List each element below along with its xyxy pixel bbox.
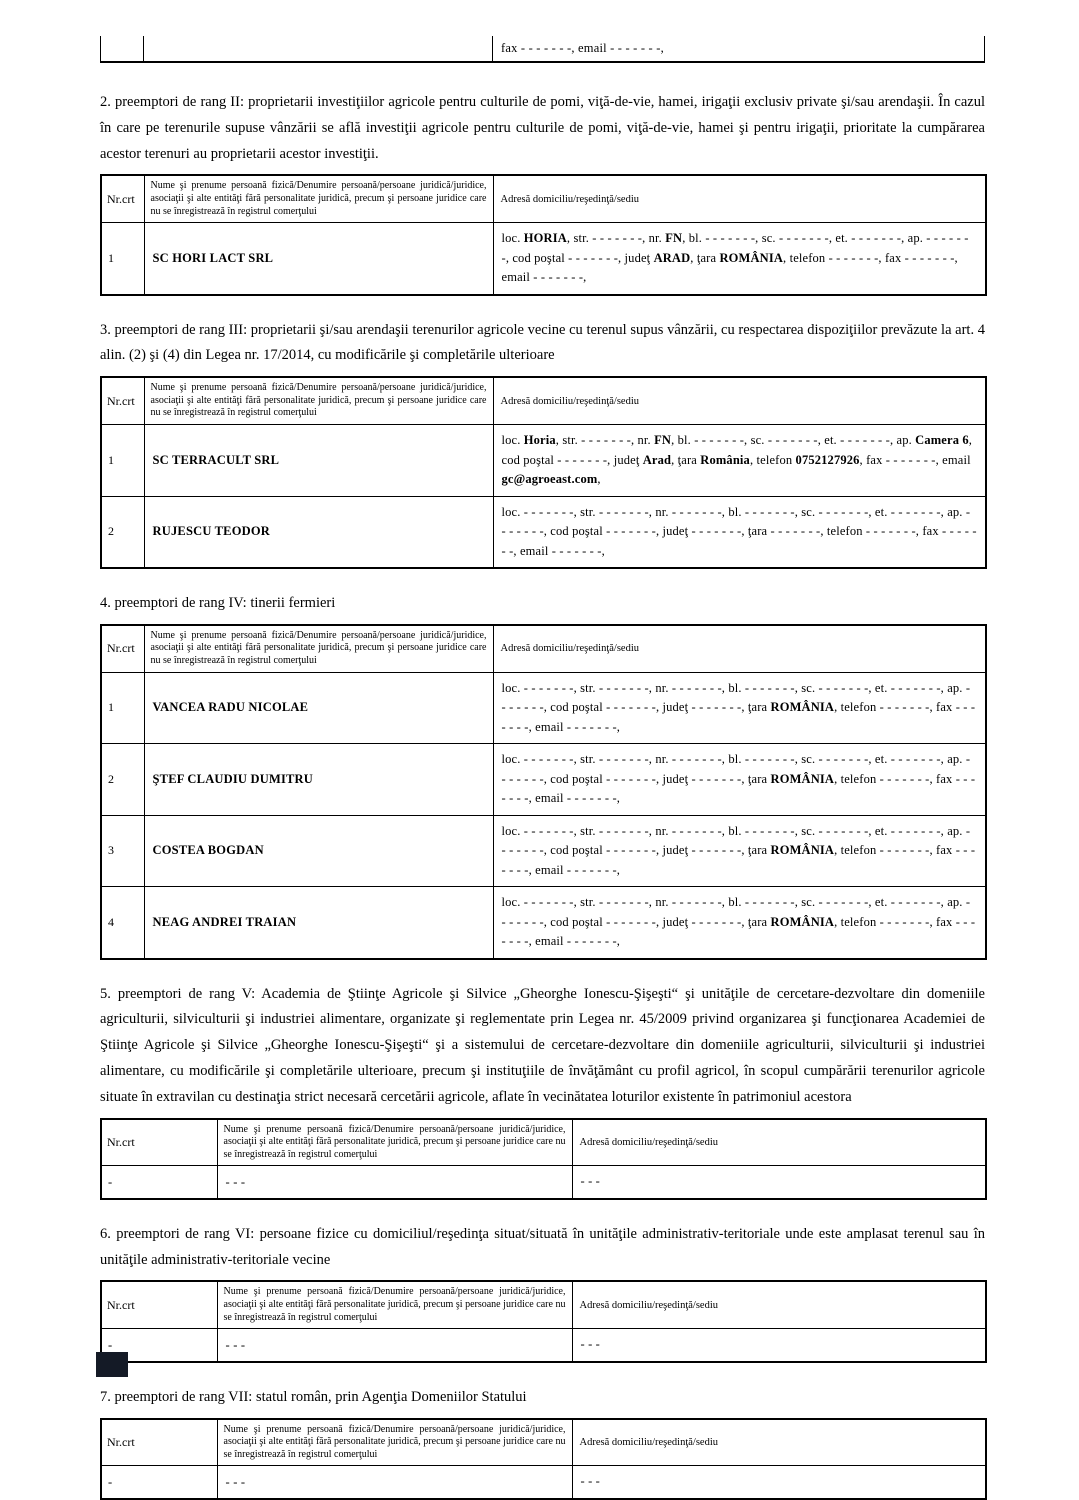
address-cell: loc. - - - - - - -, str. - - - - - - -, nr. - - - - - - -, bl. - - - - - - -, sc. - - - - - - -, et. - - - - - - -, ap. - - - - - - -, cod poştal - - - - - - -, judeţ - - - - - - -, ţara ROMÂNIA, telefon - - - - - - -, fax - - - - - - -, email - - - - - - -, (493, 887, 986, 959)
row-number-cell: 1 (101, 223, 144, 295)
header-row (101, 1281, 986, 1328)
col-header-nr: Nr.crt (101, 1419, 217, 1466)
name-cell: - - - (217, 1466, 572, 1499)
previous-page-table-fragment (100, 36, 985, 63)
name-cell: NEAG ANDREI TRAIAN (144, 887, 493, 959)
section-rank-IV (100, 591, 985, 960)
section-rank-V (100, 982, 985, 1200)
name-cell: SC TERRACULT SRL (144, 425, 493, 497)
table-row (101, 815, 986, 887)
table-row (101, 1329, 986, 1362)
name-cell: SC HORI LACT SRL (144, 223, 493, 295)
scan-artifact (96, 1352, 128, 1377)
name-cell: VANCEA RADU NICOLAE (144, 672, 493, 744)
col-header-name: Nume şi prenume persoană fizică/Denumire persoană/persoane juridică/juridice, asociaţii şi alte entităţi fără personalitate juridică, precum şi persoane juridice care nu se înregistrează în registrul comerţului (144, 625, 493, 672)
address-cell: loc. HORIA, str. - - - - - - -, nr. FN, bl. - - - - - - -, sc. - - - - - - -, et. - - - - - - -, ap. - - - - - - -, cod poştal - - - - - - -, judeţ ARAD, ţara ROMÂNIA, telefon - - - - - - -, fax - - - - - - -, email - - - - - - -, (493, 223, 986, 295)
table-row (101, 223, 986, 295)
table-row (101, 496, 986, 568)
col-header-name: Nume şi prenume persoană fizică/Denumire persoană/persoane juridică/juridice, asociaţii şi alte entităţi fără personalitate juridică, precum şi persoane juridice care nu se înregistrează în registrul comerţului (217, 1419, 572, 1466)
col-header-nr: Nr.crt (101, 1281, 217, 1328)
header-row (101, 377, 986, 424)
address-cell: - - - (572, 1166, 986, 1199)
row-number-cell: 1 (101, 425, 144, 497)
rank-IV-table (100, 624, 987, 960)
row-number-cell: - (101, 1166, 217, 1199)
section-rank-VI (100, 1222, 985, 1363)
row-number-cell: 3 (101, 815, 144, 887)
table-row (101, 1166, 986, 1199)
col-header-address: Adresă domiciliu/reşedinţă/sediu (572, 1419, 986, 1466)
section-rank-III (100, 318, 985, 569)
section-rank-VII (100, 1385, 985, 1500)
name-cell: COSTEA BOGDAN (144, 815, 493, 887)
col-header-nr: Nr.crt (101, 1119, 217, 1166)
section-rank-V-intro: 5. preemptori de rang V: Academia de Ştiinţe Agricole şi Silvice „Gheorghe Ionescu-Şişeşti“ şi unităţile de cercetare-dezvoltare din domeniile agriculturii, silviculturii şi industriei alimentare, organizate şi reglementate prin Legea nr. 45/2009 privind organizarea şi funcţionarea Academiei de Ştiinţe Agricole şi Silvice „Gheorghe Ionescu-Şişeşti“ şi a sistemului de cercetare-dezvoltare din domeniile agriculturii, silviculturii şi industriei alimentare, cu modificările şi completările ulterioare, precum şi instituţiile de învăţământ cu profil agricol, în scopul cumpărării terenurilor agricole situate în extravilan cu destinaţia strict necesară cercetării agricole, aflate în vecinătatea loturilor existente în patrimoniul acestora (100, 985, 985, 1105)
header-row (101, 1119, 986, 1166)
row-number-cell: 2 (101, 744, 144, 816)
table-row (101, 1466, 986, 1499)
section-rank-VII-intro: 7. preemptori de rang VII: statul român, prin Agenţia Domeniilor Statului (100, 1388, 527, 1405)
col-header-nr: Nr.crt (101, 625, 144, 672)
col-header-address: Adresă domiciliu/reşedinţă/sediu (572, 1119, 986, 1166)
table-row (101, 672, 986, 744)
address-cell: loc. - - - - - - -, str. - - - - - - -, nr. - - - - - - -, bl. - - - - - - -, sc. - - - - - - -, et. - - - - - - -, ap. - - - - - - -, cod poştal - - - - - - -, judeţ - - - - - - -, ţara - - - - - - -, telefon - - - - - - -, fax - - - - - - -, email - - - - - - -, (493, 496, 986, 568)
header-row (101, 625, 986, 672)
address-cell: loc. - - - - - - -, str. - - - - - - -, nr. - - - - - - -, bl. - - - - - - -, sc. - - - - - - -, et. - - - - - - -, ap. - - - - - - -, cod poştal - - - - - - -, judeţ - - - - - - -, ţara ROMÂNIA, telefon - - - - - - -, fax - - - - - - -, email - - - - - - -, (493, 744, 986, 816)
col-header-nr: Nr.crt (101, 175, 144, 222)
col-header-name: Nume şi prenume persoană fizică/Denumire persoană/persoane juridică/juridice, asociaţii şi alte entităţi fără personalitate juridică, precum şi persoane juridice care nu se înregistrează în registrul comerţului (217, 1281, 572, 1328)
rank-VII-table (100, 1418, 987, 1500)
row-number-cell: - (101, 1466, 217, 1499)
address-cell: loc. Horia, str. - - - - - - -, nr. FN, bl. - - - - - - -, sc. - - - - - - -, et. - - - - - - -, ap. Camera 6, cod poştal - - - - - - -, judeţ Arad, ţara România, telefon 0752127926, fax - - - - - - -, email gc@agroeast.com, (493, 425, 986, 497)
section-rank-II-intro: 2. preemptori de rang II: proprietarii investiţiilor agricole pentru culturile de pomi, viţă-de-vie, hamei, irigaţii exclusiv private şi/sau arendaşii. În cazul în care pe terenurile supuse vânzării se află investiţii agricole pentru culturile de pomi, viţă-de-vie, hamei şi pentru irigaţii, prioritate la cumpărarea acestor terenuri au proprietarii acestor investiţii. (100, 94, 985, 162)
table-row (101, 887, 986, 959)
rank-III-table (100, 376, 987, 569)
table-row (101, 425, 986, 497)
rank-V-table (100, 1118, 987, 1200)
row-number-cell: 2 (101, 496, 144, 568)
document-body (100, 63, 985, 1500)
address-cell: loc. - - - - - - -, str. - - - - - - -, nr. - - - - - - -, bl. - - - - - - -, sc. - - - - - - -, et. - - - - - - -, ap. - - - - - - -, cod poştal - - - - - - -, judeţ - - - - - - -, ţara ROMÂNIA, telefon - - - - - - -, fax - - - - - - -, email - - - - - - -, (493, 815, 986, 887)
col-header-nr: Nr.crt (101, 377, 144, 424)
col-header-address: Adresă domiciliu/reşedinţă/sediu (572, 1281, 986, 1328)
rank-II-table (100, 174, 987, 295)
fragment-nr-cell (100, 36, 143, 61)
col-header-address: Adresă domiciliu/reşedinţă/sediu (493, 625, 986, 672)
col-header-name: Nume şi prenume persoană fizică/Denumire persoană/persoane juridică/juridice, asociaţii şi alte entităţi fără personalitate juridică, precum şi persoane juridice care nu se înregistrează în registrul comerţului (217, 1119, 572, 1166)
section-rank-IV-intro: 4. preemptori de rang IV: tinerii fermieri (100, 595, 336, 612)
row-number-cell: 4 (101, 887, 144, 959)
header-row (101, 175, 986, 222)
name-cell: ŞTEF CLAUDIU DUMITRU (144, 744, 493, 816)
address-cell: - - - (572, 1329, 986, 1362)
row-number-cell: 1 (101, 672, 144, 744)
section-rank-II (100, 90, 985, 296)
name-cell: - - - (217, 1329, 572, 1362)
row-number-cell: - (101, 1329, 217, 1362)
section-rank-III-intro: 3. preemptori de rang III: proprietarii şi/sau arendaşii terenurilor agricole vecine cu terenul supus vânzării, cu respectarea dispoziţiilor prevăzute la art. 4 alin. (2) şi (4) din Legea nr. 17/2014, cu modificările şi completările ulterioare (100, 321, 985, 364)
fragment-name-cell (143, 36, 492, 61)
fragment-address-cell: fax - - - - - - -, email - - - - - - -, (492, 36, 985, 61)
name-cell: RUJESCU TEODOR (144, 496, 493, 568)
col-header-address: Adresă domiciliu/reşedinţă/sediu (493, 377, 986, 424)
header-row (101, 1419, 986, 1466)
section-rank-VI-intro: 6. preemptori de rang VI: persoane fizice cu domiciliul/reşedinţa situat/situată în unităţile administrativ-teritoriale unde este amplasat terenul sau în unităţile administrativ-teritoriale vecine (100, 1225, 985, 1268)
table-row (101, 744, 986, 816)
rank-VI-table (100, 1280, 987, 1362)
col-header-name: Nume şi prenume persoană fizică/Denumire persoană/persoane juridică/juridice, asociaţii şi alte entităţi fără personalitate juridică, precum şi persoane juridice care nu se înregistrează în registrul comerţului (144, 175, 493, 222)
name-cell: - - - (217, 1166, 572, 1199)
col-header-address: Adresă domiciliu/reşedinţă/sediu (493, 175, 986, 222)
address-cell: loc. - - - - - - -, str. - - - - - - -, nr. - - - - - - -, bl. - - - - - - -, sc. - - - - - - -, et. - - - - - - -, ap. - - - - - - -, cod poştal - - - - - - -, judeţ - - - - - - -, ţara ROMÂNIA, telefon - - - - - - -, fax - - - - - - -, email - - - - - - -, (493, 672, 986, 744)
address-cell: - - - (572, 1466, 986, 1499)
col-header-name: Nume şi prenume persoană fizică/Denumire persoană/persoane juridică/juridice, asociaţii şi alte entităţi fără personalitate juridică, precum şi persoane juridice care nu se înregistrează în registrul comerţului (144, 377, 493, 424)
